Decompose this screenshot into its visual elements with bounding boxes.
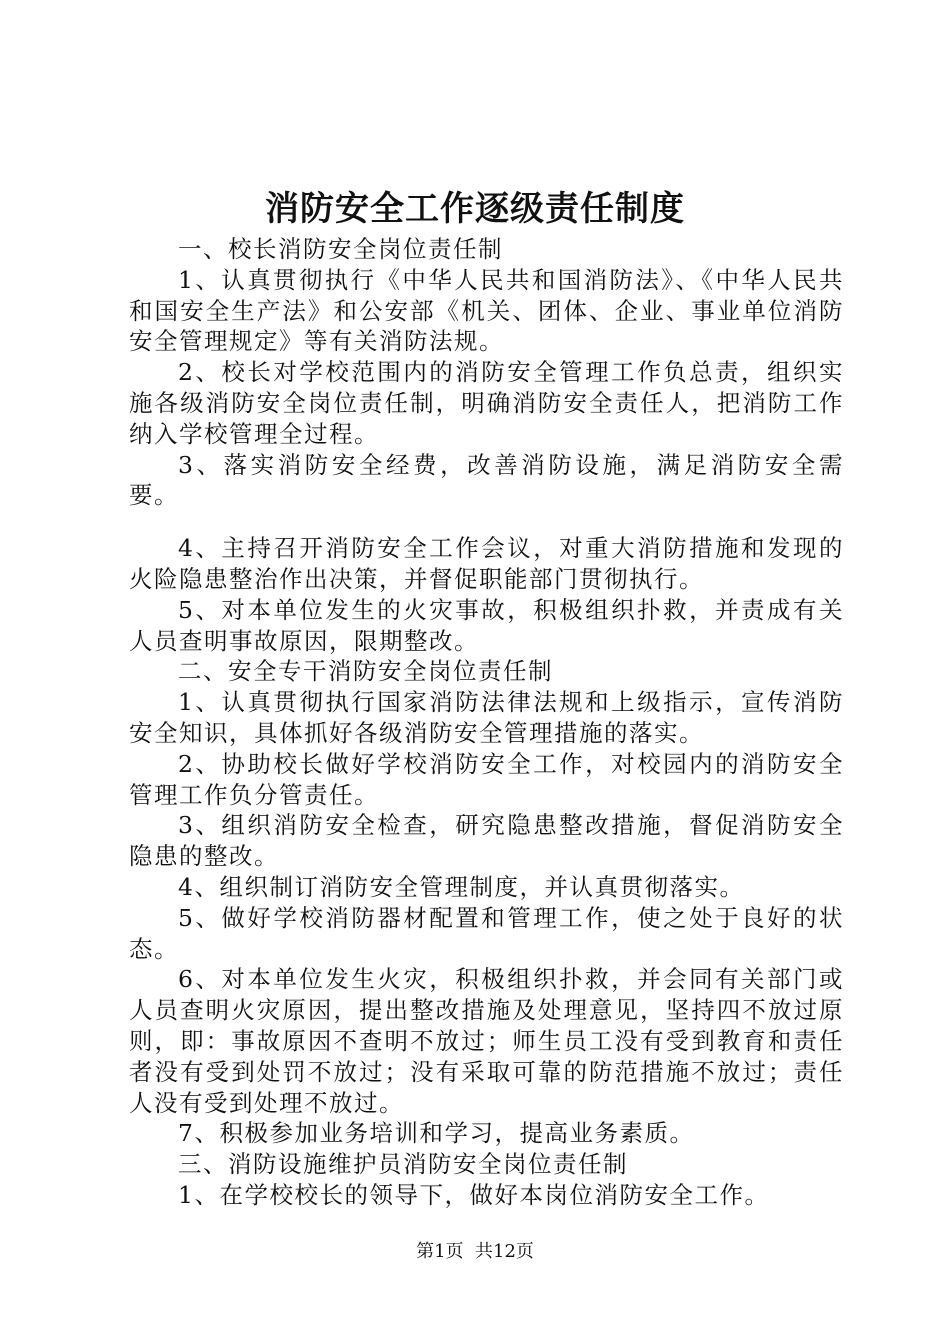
paragraph: 2、协助校长做好学校消防安全工作，对校园内的消防安全管理工作负分管责任。 xyxy=(129,749,844,809)
paragraph: 3、组织消防安全检查，研究隐患整改措施，督促消防安全隐患的整改。 xyxy=(129,811,844,871)
paragraph: 4、组织制订消防安全管理制度，并认真贯彻落实。 xyxy=(178,872,745,901)
paragraph: 1、在学校校长的领导下，做好本岗位消防安全工作。 xyxy=(178,1180,770,1209)
paragraph: 1、认真贯彻执行《中华人民共和国消防法》、《中华人民共和国安全生产法》和公安部《机关、团体、企业、事业单位消防安全管理规定》等有关消防法规。 xyxy=(129,265,844,356)
section-heading: 一、校长消防安全岗位责任制 xyxy=(178,235,503,263)
paragraph: 6、对本单位发生火灾，积极组织扑救，并会同有关部门或人员查明火灾原因，提出整改措施及处理意见，坚持四不放过原则，即：事故原因不查明不放过；师生员工没有受到教育和责任者没有受到处罚不放过；没有采取可靠的防范措施不放过；责任人没有受到处理不放过。 xyxy=(129,965,844,1117)
paragraph: 5、做好学校消防器材配置和管理工作，使之处于良好的状态。 xyxy=(129,903,844,963)
section-heading: 三、消防设施维护员消防安全岗位责任制 xyxy=(178,1150,628,1179)
paragraph: 4、主持召开消防安全工作会议，对重大消防措施和发现的火险隐患整治作出决策，并督促职能部门贯彻执行。 xyxy=(129,534,844,593)
page-footer: 第1页 共12页 xyxy=(416,1241,534,1262)
paragraph: 3、落实消防安全经费，改善消防设施，满足消防安全需要。 xyxy=(129,450,844,510)
section-heading: 二、安全专干消防安全岗位责任制 xyxy=(178,657,553,686)
document-body xyxy=(129,234,844,1211)
paragraph-gap xyxy=(129,511,844,533)
document-title: 消防安全工作逐级责任制度 xyxy=(265,189,685,229)
paragraph: 5、对本单位发生的火灾事故，积极组织扑救，并责成有关人员查明事故原因，限期整改。 xyxy=(129,595,844,655)
paragraph: 7、积极参加业务培训和学习，提高业务素质。 xyxy=(178,1119,695,1148)
paragraph: 2、校长对学校范围内的消防安全管理工作负总责，组织实施各级消防安全岗位责任制，明确消防安全责任人，把消防工作纳入学校管理全过程。 xyxy=(129,358,844,448)
paragraph: 1、认真贯彻执行国家消防法律法规和上级指示，宣传消防安全知识，具体抓好各级消防安全管理措施的落实。 xyxy=(129,688,844,747)
